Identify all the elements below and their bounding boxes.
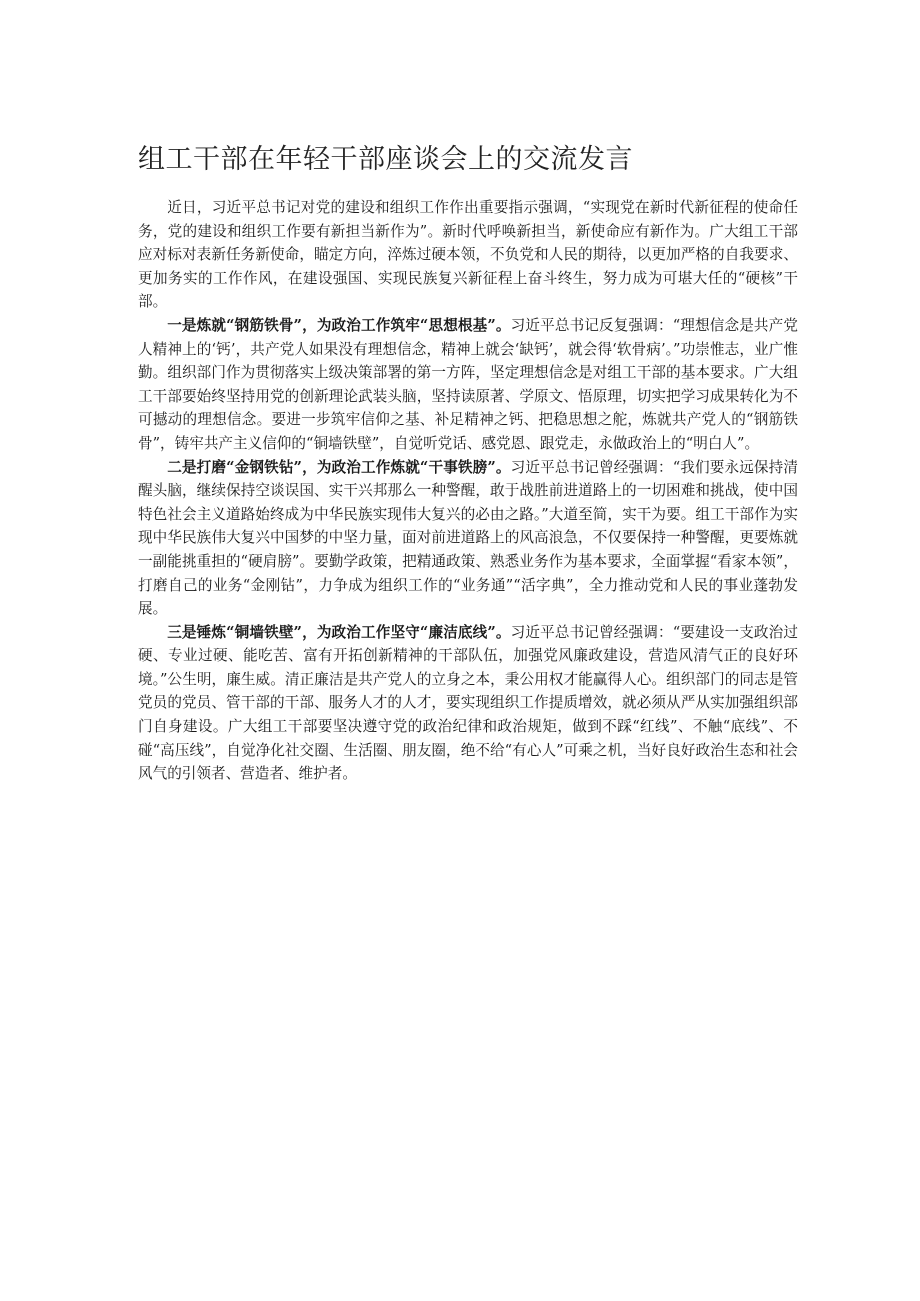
section-2-text: 习近平总书记曾经强调：“我们要永远保持清醒头脑，继续保持空谈误国、实干兴邦那么一种警醒，敢于战胜前进道路上的一切困难和挑战，使中国特色社会主义道路始终成为中华民族实现伟大复兴的必由之路。”大道至简，实干为要。组工干部作为实现中华民族伟大复兴中国梦的中坚力量，面对前进道路上的风高浪急，不仅要保持一种警醒，更要炼就一副能挑重担的“硬肩膀”。要勤学政策，把精通政策、熟悉业务作为基本要求，全面掌握“看家本领”，打磨自己的业务“金刚钻”，力争成为组织工作的“业务通”“活字典”，全力推动党和人民的事业蓬勃发展。 [138, 458, 798, 618]
intro-text: 近日，习近平总书记对党的建设和组织工作作出重要指示强调，“实现党在新时代新征程的使命任务，党的建设和组织工作要有新担当新作为”。新时代呼唤新担当，新使命应有新作为。广大组工干部应对标对表新任务新使命，瞄定方向，淬炼过硬本领，不负党和人民的期待，以更加严格的自我要求、更加务实的工作作风，在建设强国、实现民族复兴新征程上奋斗终生，努力成为可堪大任的“硬核”干部。 [138, 199, 798, 311]
section-paragraph-1 [138, 314, 798, 456]
section-paragraph-2 [138, 456, 798, 621]
section-1-heading: 一是炼就“钢筋铁骨”，为政治工作筑牢“思想根基”。 [167, 316, 511, 334]
document-title: 组工干部在年轻干部座谈会上的交流发言 [138, 144, 633, 175]
section-3-text: 习近平总书记曾经强调：“要建设一支政治过硬、专业过硬、能吃苦、富有开拓创新精神的干部队伍，加强党风廉政建设，营造风清气正的良好环境。”公生明，廉生威。清正廉洁是共产党人的立身之本，秉公用权才能赢得人心。组织部门的同志是管党员的党员、管干部的干部、服务人才的人才，要实现组织工作提质增效，就必须从严从实加强组织部门自身建设。广大组工干部要坚决遵守党的政治纪律和政治规矩，做到不踩“红线”、不触“底线”、不碰“高压线”，自觉净化社交圈、生活圈、朋友圈，绝不给“有心人”可乘之机，当好良好政治生态和社会风气的引领者、营造者、维护者。 [138, 623, 798, 783]
section-paragraph-3 [138, 621, 798, 786]
section-2-heading: 二是打磨“金钢铁钻”，为政治工作炼就“干事铁膀”。 [167, 458, 511, 476]
section-3-heading: 三是锤炼“铜墙铁壁”，为政治工作坚守“廉洁底线”。 [167, 623, 511, 641]
section-1-text: 习近平总书记反复强调：“理想信念是共产党人精神上的‘钙’，共产党人如果没有理想信念，精神上就会‘缺钙’，就会得‘软骨病’。”功崇惟志，业广惟勤。组织部门作为贯彻落实上级决策部署的第一方阵，坚定理想信念是对组工干部的基本要求。广大组工干部要始终坚持用党的创新理论武装头脑，坚持读原著、学原文、悟原理，切实把学习成果转化为不可撼动的理想信念。要进一步筑牢信仰之基、补足精神之钙、把稳思想之舵，炼就共产党人的“钢筋铁骨”，铸牢共产主义信仰的“铜墙铁壁”，自觉听党话、感党恩、跟党走，永做政治上的“明白人”。 [138, 316, 798, 452]
intro-paragraph [138, 196, 798, 314]
document-page [138, 138, 798, 786]
